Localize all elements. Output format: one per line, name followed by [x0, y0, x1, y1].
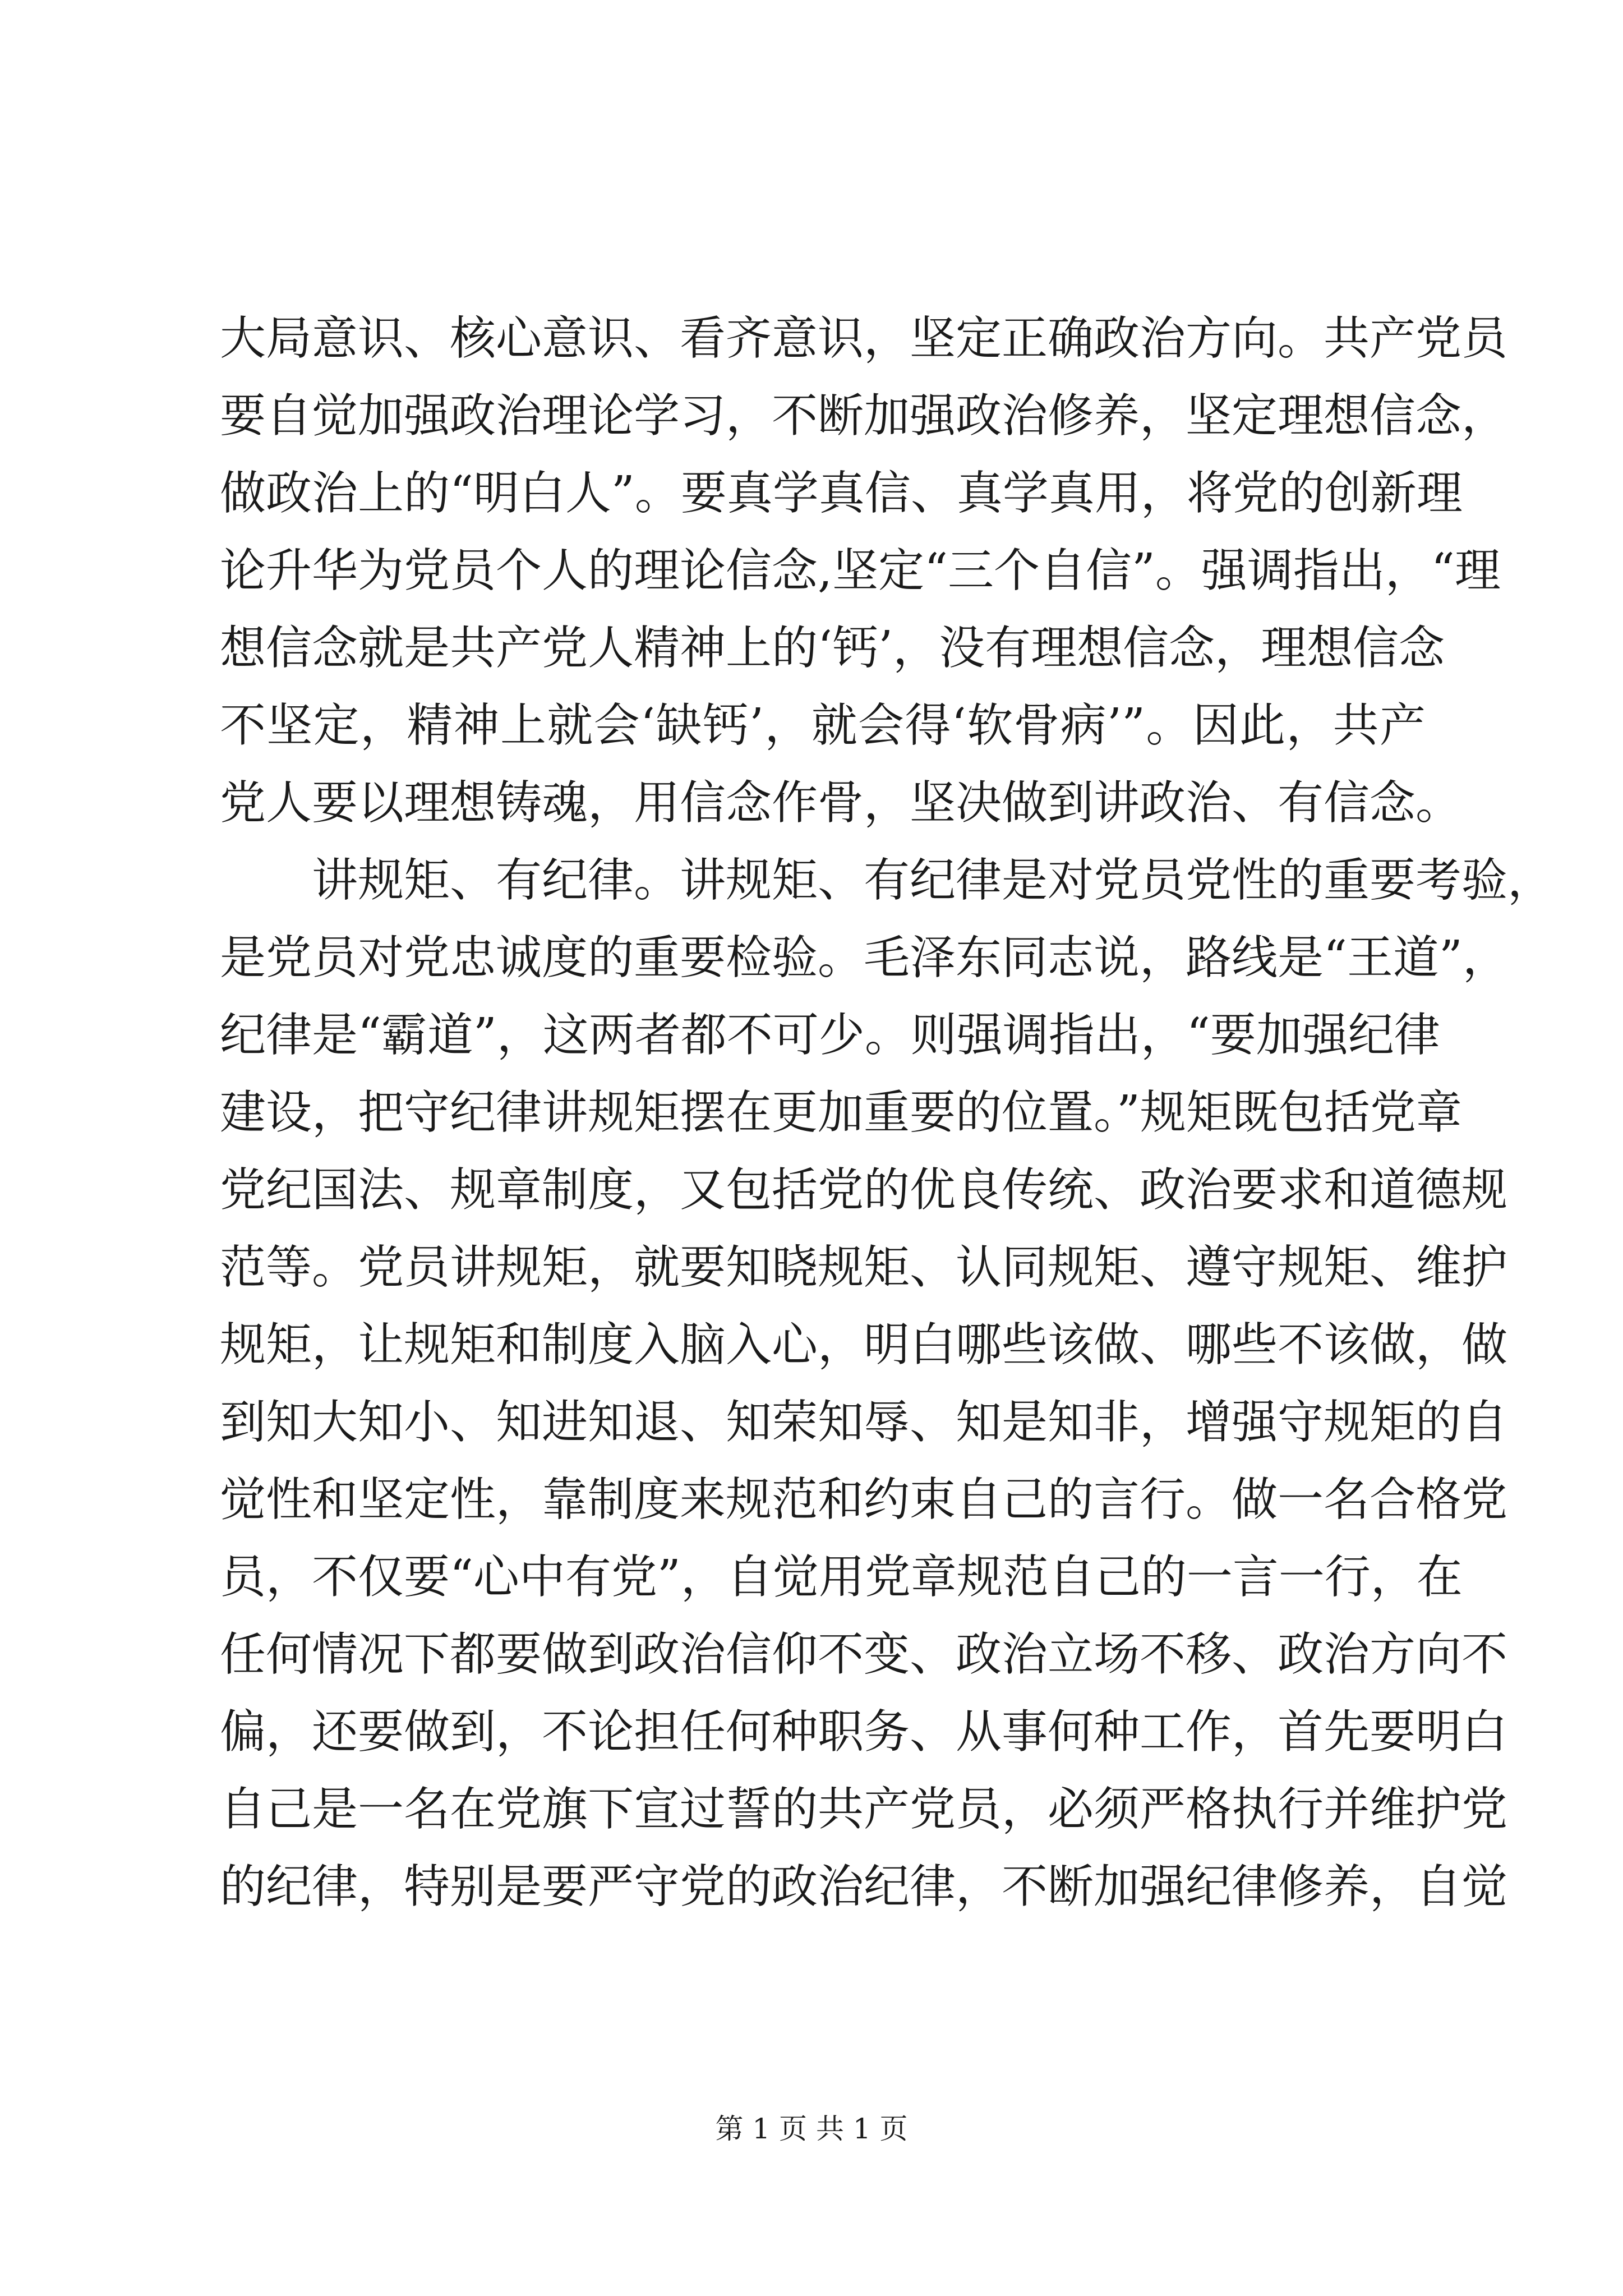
- text-line: 任何情况下都要做到政治信仰不变、政治立场不移、政治方向不: [220, 1628, 1508, 1681]
- text-line: 纪律是“霸道”，这两者都不可少。则强调指出，“要加强纪律: [220, 1009, 1440, 1062]
- text-line: 想信念就是共产党人精神上的‘钙’，没有理想信念，理想信念: [220, 622, 1445, 675]
- text-line: 论升华为党员个人的理论信念,坚定“三个自信”。强调指出，“理: [220, 544, 1501, 597]
- paragraph-first-line: 讲规矩、有纪律。讲规矩、有纪律是对党员党性的重要考验，: [312, 854, 1554, 907]
- body-text: [220, 300, 1554, 1926]
- text-line: 要自觉加强政治理论学习，不断加强政治修养，坚定理想信念，: [220, 389, 1508, 443]
- text-line: 大局意识、核心意识、看齐意识，坚定正确政治方向。共产党员: [220, 312, 1508, 365]
- text-line: 做政治上的“明白人”。要真学真信、真学真用，将党的创新理: [220, 467, 1463, 520]
- text-line: 建设，把守纪律讲规矩摆在更加重要的位置。”规矩既包括党章: [220, 1086, 1462, 1139]
- text-line: 员，不仅要“心中有党”，自觉用党章规范自己的一言一行，在: [220, 1550, 1463, 1604]
- text-line: 自己是一名在党旗下宣过誓的共产党员，必须严格执行并维护党: [220, 1783, 1508, 1836]
- text-line: 不坚定，精神上就会‘缺钙’，就会得‘软骨病’”。因此，共产: [220, 699, 1426, 752]
- text-line: 偏，还要做到，不论担任何种职务、从事何种工作，首先要明白: [220, 1705, 1508, 1759]
- text-line: 党纪国法、规章制度，又包括党的优良传统、政治要求和道德规: [220, 1163, 1508, 1217]
- text-line: 到知大知小、知进知退、知荣知辱、知是知非，增强守规矩的自: [220, 1396, 1508, 1449]
- text-line: 规矩，让规矩和制度入脑入心，明白哪些该做、哪些不该做，做: [220, 1318, 1508, 1372]
- page-footer: 第 1 页 共 1 页: [715, 2113, 908, 2145]
- text-line: 范等。党员讲规矩，就要知晓规矩、认同规矩、遵守规矩、维护: [220, 1241, 1508, 1294]
- text-line: 党人要以理想铸魂，用信念作骨，坚决做到讲政治、有信念。: [220, 776, 1462, 830]
- text-line: 觉性和坚定性，靠制度来规范和约束自己的言行。做一名合格党: [220, 1473, 1508, 1526]
- text-line: 的纪律，特别是要严守党的政治纪律，不断加强纪律修养，自觉: [220, 1860, 1508, 1913]
- text-line: 是党员对党忠诚度的重要检验。毛泽东同志说，路线是“王道”，: [220, 931, 1509, 984]
